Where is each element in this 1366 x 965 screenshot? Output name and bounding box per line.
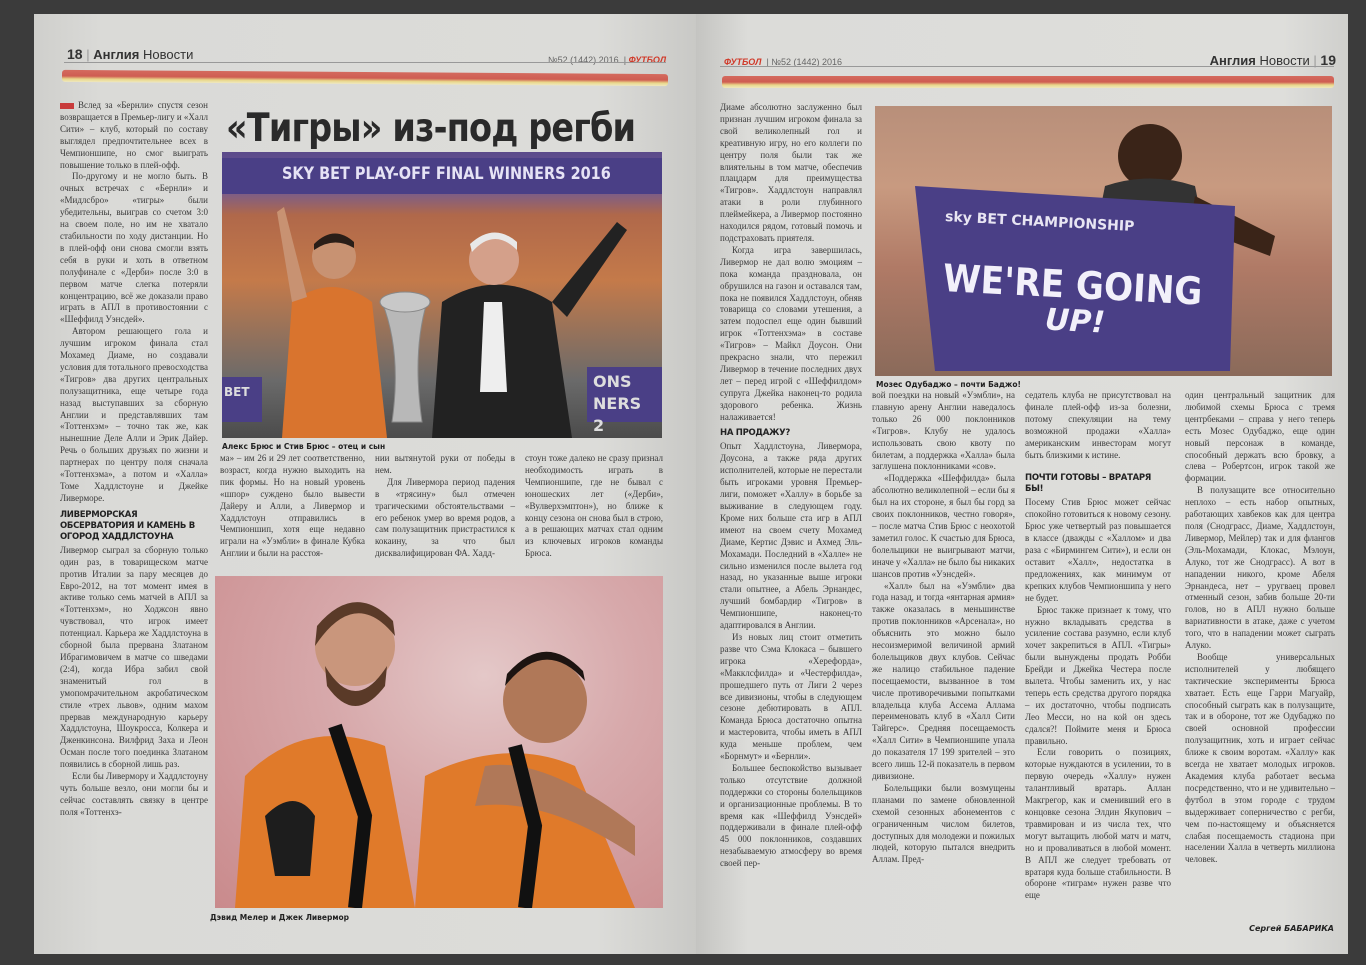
paragraph: один центральный защитник для любимой схемы Брюса с тремя центрбеками – справа у него теперь есть Мозес Одубаджо, еще один новый персонаж в команде, способный держать всю бровку, а слева – Робертсон, игрок такой же формации. xyxy=(1185,390,1335,484)
article-column-1 xyxy=(720,102,862,870)
paragraph: Опыт Хаддлстоуна, Ливермора, Доусона, а также ряда других исполнителей, которые не перестали быть игроками уровня Премьер-лиги, поможет «Халлу» в борьбе за выживание в следующем году. Кроме них больше ста игр в АПЛ имеют на своем счету Мохамед Диаме, Кертис Дэвис и Ахмед Эль-Мохамади. Последний в «Халле» не сильно изменился после вылета год назад, но указанные выше игроки стали опытнее, а Абель Эрнандес, лучший бомбардир «Тигров» в Чемпионшипе, наконец-то адаптировался в Англии. xyxy=(720,441,862,631)
paragraph: Для Ливермора период падения в «трясину» был отмечен трагическими обстоятельствами – его ребенок умер во время родов, а сам полузащитник пристрастился к кокаину, за что был дисквалифицирован ФА. Хадд- xyxy=(375,476,515,559)
section-subname: Новости xyxy=(1259,53,1310,68)
issue-number: №52 (1442) 2016 xyxy=(771,57,843,67)
photo-figures xyxy=(222,152,662,438)
article-column-1 xyxy=(60,100,208,819)
section-name: Англия xyxy=(1209,53,1256,68)
issue-info-right: ФУТБОЛ | №52 (1442) 2016 xyxy=(724,57,843,67)
paragraph: Большее беспокойство вызывает только отсутствие должной поддержки со стороны болельщиков и организационные проблемы. В то время как «Шеффилд Уэнсдей» поддерживали в финале плей-офф 45 000 поклонников, создавших незабываемую атмосферу во время своей пер- xyxy=(720,762,862,869)
author-signature: Сергей БАБАРИКА xyxy=(1249,924,1334,933)
page-header-left: 18 | Англия Новости xyxy=(67,46,194,62)
paragraph: ма» – им 26 и 29 лет соответственно, возраст, когда нужно выходить на пик формы. Но на новый уровень «шпор» суждено было вывести Дайеру и Алли, а Ливермор и Хаддлстоун отправились в Чемпионшип, хотя еще недавно играли на «Уэмбли» в финале Кубка Англии и были на расстоя- xyxy=(220,453,365,559)
paragraph: Вообще универсальных исполнителей у любящего тактические эксперименты Брюса хватает. Есть еще Гарри Магуайр, способный сыграть как в полузащите, так и в обороне, тот же Одубаджо по своей основной профессии полузащитник, хоть и играет сейчас ближе к своим воротам. «Халлу» как всегда не хватает молодых игроков. Академия клуба работает весьма посредственно, что и не удивительно – футбол в этом городе с трудом выдерживает соперничество с регби, чем по-настоящему и объясняется слабая посещаемость стадиона при населении Халла в четверть миллиона человек. xyxy=(1185,651,1335,865)
banner-main-text: WE'RE GOING xyxy=(941,256,1204,314)
paragraph: Брюс также признает к тому, что нужно вкладывать средства в усиление состава разумно, если клуб хочет закрепиться в АПЛ. «Тигры» были вынуждены продать Робби Брейди и Джейка Честера после вылета. Чтобы заменить их, у нас теперь есть средства другого порядка – их достаточно, чтобы подписать Лео Месси, но на кой он здесь сдался?! Поймите меня и Брюса правильно. xyxy=(1025,604,1171,746)
article-column-a xyxy=(220,453,365,560)
article-start-marker xyxy=(60,103,74,109)
header-rule xyxy=(720,66,1334,67)
photo-caption: Алекс Брюс и Стив Брюс – отец и сын xyxy=(222,442,386,451)
banner-main-text-2: UP! xyxy=(1044,302,1106,341)
paragraph: «Халл» был на «Уэмбли» два года назад, и тогда «янтарная армия» также оказалась в меньшинстве против поклонников «Арсенала», но объяснить это можно было несоизмеримой величиной армий болельщиков двух клубов. Сейчас же налицо стабильное падение посещаемости, вызванное в том числе противоречивыми попытками владельца клуба Ассема Аллама переименовать клуб в «Халл Сити Тайгерс». Средняя посещаемость «Халл Сити» в Чемпионшипе упала до показателя 17 199 зрителей – это всего лишь 12-й показатель в первом дивизионе. xyxy=(872,580,1015,781)
subheading: ЛИВЕРМОРСКАЯ ОБСЕРВАТОРИЯ И КАМЕНЬ В ОГОРОД ХАДДЛСТОУНА xyxy=(60,509,195,542)
page-header-right: Англия Новости | 19 xyxy=(1209,52,1336,68)
paragraph: седатель клуба не присутствовал на финале плей-офф из-за болезни, потому спекуляции на тему возможной продажи «Халла» американским инвесторам могут быть близкими к истине. xyxy=(1025,390,1171,460)
issue-number: №52 (1442) 2016 xyxy=(547,55,619,65)
header-rule xyxy=(64,62,666,63)
paragraph: Если бы Ливермору и Хаддлстоуну чуть больше везло, они могли бы и сейчас составлять связку в центре поля «Тоттенхэ- xyxy=(60,771,208,817)
page-number: 18 xyxy=(67,46,83,62)
photo-odubajo-banner xyxy=(875,106,1332,376)
subheading: НА ПРОДАЖУ? xyxy=(720,428,790,439)
right-page xyxy=(696,14,1348,954)
ad-board: ONS NERS 2 xyxy=(587,367,662,422)
article-title: «Тигры» из-под регби xyxy=(226,106,636,151)
paragraph: Из новых лиц стоит отметить разве что Сэма Клокаса – бывшего игрока «Херефорда», «Макклсфилда» и «Честерфилда», прошедшего путь от Лиги 2 через все дивизионы, чтобы в следующем сезоне дебютировать в АПЛ. Команда Брюса достаточно опытна и мастеровита, чтобы иметь в АПЛ куда меньше проблем, чем «Борнмут» и «Бернли». xyxy=(720,631,862,762)
photo-figures xyxy=(215,576,663,908)
section-subname: Новости xyxy=(143,47,194,62)
paragraph: Ливермор сыграл за сборную только один раз, в товарищеском матче против Италии за пару месяцев до Евро-2012, на тот момент имея в активе только семь матчей в АПЛ за «Тоттенхэм», но Ходжсон явно чувствовал, что игрок имеет потенциал. Карьера же Хаддлстоуна в сборной была прервана Златаном Ибрагимовичем в матче со шведами (2:4), когда Ибра забил свой знаменитый гол в умопомрачительном акробатическом стиле «трех львов», одним махом прервав международную карьеру Хаддлстоуна, Шоукросса, Колкера и Дженкинсона. Вилфрид Заха и Леон Осман после того поединка Златаном появились в сборной лишь раз. xyxy=(60,544,208,770)
article-column-3 xyxy=(1025,390,1171,902)
paragraph: Вслед за «Бернли» спустя сезон возвращается в Премьер-лигу и «Халл Сити» – клуб, который по составу выглядел предпочтительнее всех в Чемпионшипе, но смог выиграть повышение только в плей-офф. xyxy=(60,100,208,170)
photo-caption: Дэвид Мелер и Джек Ливермор xyxy=(210,913,350,922)
paragraph: стоун тоже далеко не сразу признал необходимость играть в Чемпионшипе, где не бывал с юношеских лет («Дерби», «Вулверхэмптон»), но ближе к концу сезона он снова был в строю, а в решающих матчах стал одним из ключевых игроков команды Брюса. xyxy=(525,453,663,559)
article-column-c xyxy=(525,453,663,560)
paragraph: вой поездки на новый «Уэмбли», на главную арену Англии наведалось только 26 000 поклонников «Тигров». Клубу не удалось использовать свою квоту по билетам, а поддержка «Халла» была заглушена поклонниками «сов». xyxy=(872,390,1015,472)
paragraph: «Поддержка «Шеффилда» была абсолютно великолепной – если бы я был на их стороне, я был бы горд за своих поклонников, честно говоря», – после матча Стив Брюс с неохотой заметил голос. К счастью для Брюса, болельщики не выигрывают матчи, иначе у «Халла» не было бы никаких шансов против «Уэнсдей». xyxy=(872,473,1015,579)
paragraph: По-другому и не могло быть. В очных встречах с «Бернли» и «Мидлсбро» «тигры» были убедительны, выиграв со счетом 3:0 на своем поле, но им не хватало стабильности по ходу дистанции. Но в плей-офф они снова смогли взять себя в руки и хоть в ответном полуфинале с «Дерби» после 3:0 в первом матче слегка потеряли концентрацию, всё же доказали право играть в АПЛ в противостоянии с «Шеффилд Уэнсдей». xyxy=(60,171,208,325)
left-page xyxy=(34,14,696,954)
paragraph: В полузащите все относительно неплохо – есть набор опытных, работающих хавбеков как для центра поля (Снодграсс, Диаме, Хаддлстоун, Ливермор, Мейлер) так и для флангов (Эль-Мохамади, Клокас, Мэлоун, Алуко, тот же Снодграсс). А вот в нападении никого, кроме Абеля Эрнандеса, нет – уругваец провел отменный сезон, забив больше 20-ти голов, но в АПЛ нужно больше вариативности в атаке, даже с учетом того, что в нападении может сыграть Алуко. xyxy=(1185,485,1335,651)
photo-trophy-celebration xyxy=(222,152,662,438)
page-number: 19 xyxy=(1320,52,1336,68)
paragraph: Диаме абсолютно заслуженно был признан лучшим игроком финала за свой великолепный гол и креативную игру, но его коллеги по центру поля были так же влиятельны в том матче, обеспечив плацдарм для преимущества «Тигров». Хаддлстоун направлял атаки в роли глубинного плеймейкера, а Ливермор постоянно находился рядом, готовый помочь и подстраховать приятеля. xyxy=(720,102,862,243)
photo-players-hug xyxy=(215,576,663,908)
paragraph: Когда игра завершилась, Ливермор не дал волю эмоциям – пока команда праздновала, он обрушился на газон и оставался там, пока не появился Хаддлстоун, обняв товарища со словами утешения, а затем подоспел еще один бывший игрок «Тоттенхэма» в составе «Тигров» – Майкл Доусон. Они прекрасно знали, что пережил Ливермор в течение последних двух лет – перед игрой с «Шеффилдом» супруга Джейка наконец-то родила здорового ребенка. Жизнь налаживается! xyxy=(720,244,862,422)
ad-board: BET xyxy=(222,377,262,422)
banner-sponsor-text: sky BET CHAMPIONSHIP xyxy=(944,209,1135,235)
paragraph: Посему Стив Брюс может сейчас спокойно готовиться к новому сезону. Брюс уже четвертый раз повышается в классе (дважды с «Халлом» и два раза с «Бирмингем Сити»), и если он оставит «Халл», недостатка в предложениях, как минимум от крепких клубов Чемпионшипа у него не будет. xyxy=(1025,497,1171,603)
photo-caption: Мозес Одубаджо – почти Баджо! xyxy=(876,380,1021,389)
header-stripe xyxy=(722,76,1334,88)
paragraph: нии вытянутой руки от победы в нем. xyxy=(375,453,515,475)
article-column-4 xyxy=(1185,390,1335,866)
subheading: ПОЧТИ ГОТОВЫ – ВРАТАРЯ БЫ! xyxy=(1025,473,1152,495)
paragraph: Автором решающего гола и лучшим игроком финала стал Мохамед Диаме, но создавали условия для тотального превосходства «Тигров» два других центральных полузащитника, еще четыре года назад выступавших за сборную Англии и представлявших там «Тоттенхэм» – точно так же, как нынешние Деле Алли и Эрик Дайер. Речь о больших друзьях по жизни и партнерах по центру поля сначала «Тоттенхэма», а потом и «Халла» Томе Хаддлстоуне и Джейке Ливерморе. xyxy=(60,326,208,503)
photo-banner-text: SKY BET PLAY-OFF FINAL WINNERS 2016 xyxy=(282,164,611,184)
paragraph: Болельщики были возмущены планами по замене обновленной схемой сезонных абонементов с ограниченным числом билетов, доступных для молодежи и пожилых людей, которую пытался внедрить Аллам. Пред- xyxy=(872,782,1015,865)
header-stripe xyxy=(62,70,668,86)
issue-info-left: №52 (1442) 2016 | ФУТБОЛ xyxy=(547,55,666,65)
paragraph: Если говорить о позициях, которые нуждаются в усилении, то в первую очередь «Халлу» нужен талантливый вратарь. Аллан Макгрегор, как и сменивший его в концовке сезона Элдин Якупович – травмирован и из числа тех, что могут вытащить любой матч и матч, но и проваливаться в любой момент. В АПЛ же следует требовать от вратаря куда больше стабильности. В обороне «тиграм» нужен разве что еще xyxy=(1025,747,1171,901)
section-name: Англия xyxy=(93,47,140,62)
brand-logo: ФУТБОЛ xyxy=(628,55,666,65)
article-column-2 xyxy=(872,390,1015,866)
brand-logo: ФУТБОЛ xyxy=(724,57,762,67)
article-column-b xyxy=(375,453,515,560)
